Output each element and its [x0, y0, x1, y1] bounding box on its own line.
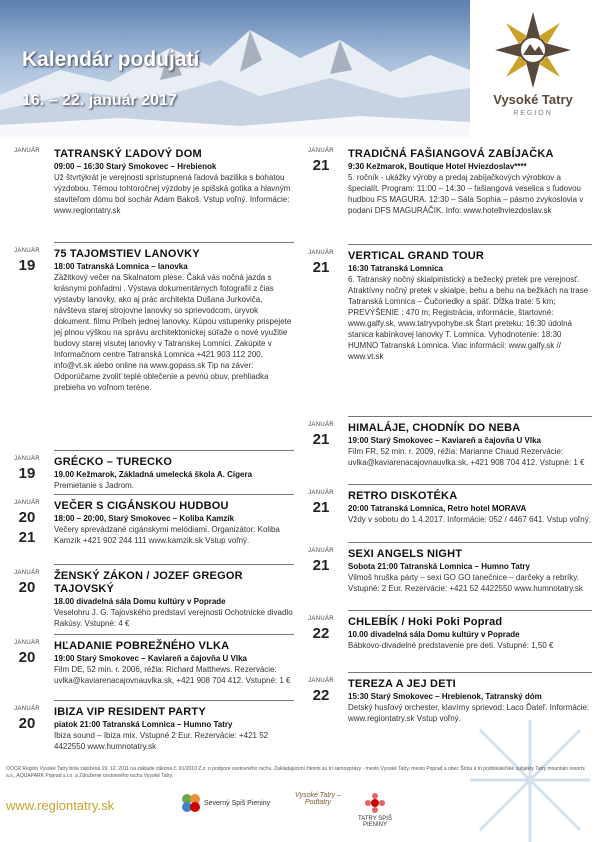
page-title: Kalendár podujatí	[22, 48, 200, 71]
event-title: VEČER S CIGÁNSKOU HUDBOU	[54, 500, 229, 512]
event-month: JANUÁR	[14, 706, 40, 712]
event-title: CHLEBÍK / Hoki Poki Poprad	[348, 616, 503, 628]
date-range: 16. – 22. január 2017	[22, 92, 177, 109]
partner-name: TATRY SPIŠ PIENINY	[358, 816, 392, 828]
event-month: JANUÁR	[308, 148, 334, 154]
event-time-place: 09:00 – 16:30 Starý Smokovec – Hrebienok	[54, 162, 217, 171]
event-month: JANUÁR	[308, 678, 334, 684]
event-time-place: 19:00 Starý Smokovec – Kaviareň a čajovňa U Vlka	[54, 654, 247, 663]
logo-name: Vysoké Tatry	[493, 92, 573, 107]
divider	[348, 542, 592, 543]
partner-logo-vt-podtatry: Vysoké Tatry – Podtatry	[295, 792, 341, 806]
event-title: IBIZA VIP RESIDENT PARTY	[54, 706, 206, 718]
event-day: 20	[18, 715, 36, 732]
event-day: 21	[312, 499, 330, 516]
event-time-place: 19.00 Kežmarok, Základná umelecká škola A. Cígera	[54, 470, 253, 479]
divider	[348, 610, 592, 611]
event-description: Detský husľový orchester, klavírny sprievod: Laco Ďateľ. Informácie: www.regiontatry.sk Vstup voľný.	[348, 703, 590, 723]
event-day: 20	[18, 579, 36, 596]
header-banner	[0, 0, 596, 138]
event-day: 22	[312, 625, 330, 642]
event-day-2: 21	[18, 529, 36, 546]
event-time-place: piatok 21:00 Tatranská Lomnica – Humno Tatry	[54, 720, 233, 729]
event-day: 19	[18, 257, 36, 274]
footer-website-link[interactable]: www.regiontatry.sk	[6, 798, 115, 813]
event-title: GRÉCKO – TURECKO	[54, 456, 173, 468]
event-description: Vilmoš hruška párty – sexi GO GO tanečnice – darčeky a rebríky. Vstupné: 2 Eur. Rezervácie: +421 52 4422550 www.humnotatry.sk	[348, 573, 583, 593]
sun-logo-icon	[470, 0, 596, 92]
divider	[348, 672, 592, 673]
event-description: Večery sprevádzané cigánskymi melódiami. Organizátor: Koliba Kamzík +421 902 244 111 www.kamzik.sk Vstup voľný.	[54, 525, 280, 545]
event-month: JANUÁR	[14, 148, 40, 154]
event-title: VERTICAL GRAND TOUR	[348, 250, 485, 262]
event-description: 5. ročník - ukážky výroby a predaj zabíjačkových výrobkov a špecialít. Program: 11:00 – 14:30 – fašiangová veselica s ľudovou hudbou FS MAGURA. 12:30 – Sála Sophia – pásmo zvykoslovia v podaní DFS MAGURÁČIK. Info: www.hotelhviezdoslav.sk	[348, 173, 584, 215]
event-description: Už štvrtýkrát je verejnosti sprístupnená ľadová bazilika s bohatou výzdobou. Témou tohtoročnej výzdoby je spišská gotika a hlavným staviteľom dómu bol sochár Adam Bakoš. Vstup voľný. Informácie: www.regiontatry.sk	[54, 173, 291, 215]
divider	[54, 700, 294, 701]
event-title: RETRO DISKOTÉKA	[348, 490, 458, 502]
event-month: JANUÁR	[308, 490, 334, 496]
footer-note: OOCR Región Vysoké Tatry bola založená 19. 12. 2011 na základe zákona č. 91/2010 Z.z. o podpore cestovného ruchu. Zakladajúcimi členmi sú tri samosprávy - mesto Vysoké Tatry, mesto Poprad a obec Štrba a tri podnikateľské subjekty Tatry mountain resorts a.s., AQUAPARK Poprad s.r.o. a Združenie cestovného ruchu Vysoké Tatry.	[6, 766, 585, 779]
event-month: JANUÁR	[14, 500, 40, 506]
event-description: Film FR, 52 min. r. 2009, réžia: Marianne Chaud Rezervácie: uvlka@kaviarenacajovnauvlka.sk, +421 908 704 412. Vstupné: 1 €	[348, 447, 585, 467]
event-day: 21	[312, 557, 330, 574]
event-title: HĽADANIE POBREŽNÉHO VLKA	[54, 640, 230, 652]
event-time-place: 10.00 divadelná sála Domu kultúry v Poprade	[348, 630, 520, 639]
divider	[54, 242, 294, 243]
clover-icon	[180, 792, 202, 814]
event-title: HIMALÁJE, CHODNÍK DO NEBA	[348, 422, 521, 434]
event-description: Vždy v sobotu do 1.4.2017. Informácie: 052 / 4467 641. Vstup voľný.	[348, 515, 591, 524]
event-month: JANUÁR	[308, 250, 334, 256]
event-day: 19	[18, 465, 36, 482]
event-time-place: 18:00 – 20:00, Starý Smokovec – Koliba Kamzík	[54, 514, 235, 523]
event-title: SEXI ANGELS NIGHT	[348, 548, 463, 560]
event-time-place: 19:00 Starý Smokovec – Kaviareň a čajovňa U Vlka	[348, 436, 541, 445]
event-time-place: 16:30 Tatranská Lomnica	[348, 264, 444, 273]
event-title: TRADIČNÁ FAŠIANGOVÁ ZABÍJAČKA	[348, 148, 554, 160]
event-month: JANUÁR	[14, 640, 40, 646]
event-description: 6. Tatranský nočný skialpinistický a bežecký pretek pre verejnosť. Atraktívny nočný pretek v skialpe, behu a behu na bežkách na trase Tatranská Lomnica – Čučoriedky a späť. Dĺžka trate: 5 km; PREVÝŠENIE : 470 m; Registrácia, informácie, štartovné: www.galfy.sk, www.tatryvpohybe.sk Štart preteku: 16:30 údolná stanica kabínkovej lanovky T. Lomnica. Vyhodnotenie: 18:30 HUMNO Tatranská Lomnica. Viac informácií: www.galfy.sk // www.vt.sk	[348, 275, 589, 361]
event-time-place: 20:00 Tatranská Lomnica, Retro hotel MORAVA	[348, 504, 527, 513]
event-month: JANUÁR	[14, 570, 40, 576]
divider	[54, 450, 294, 451]
partner-logo-tatry-spis-pieniny	[352, 792, 398, 828]
event-day: 21	[312, 157, 330, 174]
event-month: JANUÁR	[308, 548, 334, 554]
logo-subtitle: REGIÓN	[513, 110, 553, 117]
event-time-place: 9:30 Kežmarok, Boutique Hotel Hviezdoslav****	[348, 162, 527, 171]
event-month: JANUÁR	[14, 456, 40, 462]
divider	[54, 634, 294, 635]
divider	[348, 416, 592, 417]
event-day: 20	[18, 649, 36, 666]
event-title: TATRANSKÝ ĽADOVÝ DOM	[54, 148, 202, 160]
event-description: Veselohru J. G. Tajovského predstaví verejnosti Ochotnícke divadlo Rakúsy. Vstupné: 4 €	[54, 608, 293, 628]
event-title: ŽENSKÝ ZÁKON / JOZEF GREGOR TAJOVSKÝ	[54, 570, 243, 595]
event-description: Ibiza sound – Ibiza mix. Vstupné 2 Eur. Rezervácie: +421 52 4422550 www.humnotatry.sk	[54, 731, 269, 751]
event-day: 21	[312, 431, 330, 448]
event-description: Film DE, 52 min. r. 2006, réžia: Richard Matthews. Rezervácie: uvlka@kaviarenacajovnauvlka.sk, +421 908 704 412. Vstupné: 1 €	[54, 665, 291, 685]
event-time-place: Sobota 21:00 Tatranská Lomnica – Humno Tatry	[348, 562, 530, 571]
event-day: 21	[312, 259, 330, 276]
partner-name: Severný Spiš Pieniny	[203, 799, 271, 807]
event-title: 75 TAJOMSTIEV LANOVKY	[54, 248, 200, 260]
event-time-place: 18.00 divadelná sála Domu kultúry v Poprade	[54, 597, 226, 606]
divider	[54, 564, 294, 565]
partner-logo-severny-spis	[180, 792, 270, 814]
event-time-place: 18:00 Tatranská Lomnica – lanovka	[54, 262, 188, 271]
event-description: Premietanie s Jadrom.	[54, 481, 135, 490]
event-time-place: 15:30 Starý Smokovec – Hrebienok, Tatranský dóm	[348, 692, 542, 701]
event-title: TEREZA A JEJ DETI	[348, 678, 456, 690]
divider	[348, 484, 592, 485]
event-month: JANUÁR	[14, 248, 40, 254]
event-day: 22	[312, 687, 330, 704]
divider	[54, 494, 294, 495]
logo	[470, 0, 596, 138]
flower-icon	[364, 792, 386, 814]
event-month: JANUÁR	[308, 422, 334, 428]
divider	[348, 244, 592, 245]
event-description: Bábkovo-divadelné predstavenie pre deti. Vstupné: 1,50 €	[348, 641, 554, 650]
event-month: JANUÁR	[308, 616, 334, 622]
event-day: 20	[18, 509, 36, 526]
event-description: Zážitkový večer na Skalnatom plese. Čaká vás nočná jazda s krásnymi pohľadmi . Výstava dokumentárnych fotografií z čias výstavby lanovky, ako aj prác architekta Dušana Jurkoviča, návšteva starej strojovne lanovky so sprievodcom, úryvok dokument. filmu Príbeh jednej lanovky. Kúpou vstupenky prispejete jej plnou výškou na správu architektonickej súťaže o nové využitie budovy starej visutej lanovky v Tatranskej Lomnici. Zakúpite v Informačnom centre Tatranská Lomnica +421 903 112 200, info@vt.sk alebo online na www.gopass.sk Tip na záver: Odporúčame zvoliť teplé oblečenie a pevnú obuv, prehliadka prebieha vo voľnom teréne.	[54, 273, 292, 392]
